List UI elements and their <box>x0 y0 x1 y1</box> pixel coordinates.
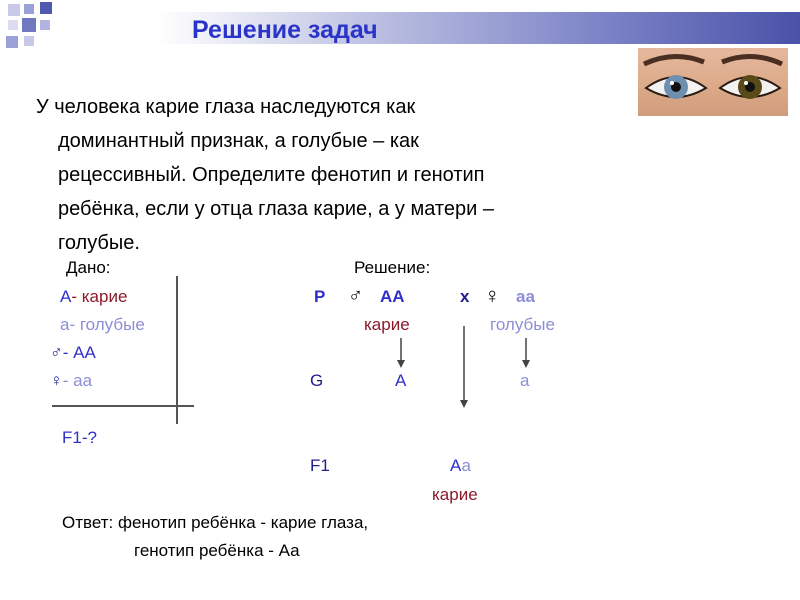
recessive-trait: - голубые <box>69 315 145 334</box>
arrow-down-icon <box>397 338 405 368</box>
father-genotype: АА <box>380 287 405 306</box>
problem-line: голубые. <box>58 232 140 254</box>
f1-dominant-allele: А <box>450 456 462 475</box>
f1-question-text: F1-? <box>62 428 97 447</box>
problem-line: У человека карие глаза наследуются как <box>36 96 416 118</box>
f1-recessive-allele: а <box>461 456 471 475</box>
cross-sign: х <box>460 287 470 306</box>
gamete-father: А <box>395 371 407 390</box>
male-symbol-icon: ♂ <box>348 285 363 307</box>
mother-genotype: аа <box>516 287 535 306</box>
dominant-allele: А <box>60 287 72 306</box>
mother-phenotype: голубые <box>490 315 555 334</box>
recessive-allele: а <box>60 315 70 334</box>
g-label: G <box>310 371 324 390</box>
problem-line: рецессивный. Определите фенотип и генотип <box>58 164 485 186</box>
arrow-down-icon <box>460 326 468 408</box>
arrow-down-icon <box>522 338 530 368</box>
p-label-text: Р <box>314 287 326 306</box>
slide-title: Решение задач <box>192 16 378 44</box>
f1-label: F1 <box>310 456 330 475</box>
problem-line: ребёнка, если у отца глаза карие, а у матери – <box>58 198 494 220</box>
father-phenotype: карие <box>364 315 410 334</box>
male-symbol-icon: ♂ <box>50 343 63 362</box>
gamete-mother: а <box>520 371 530 390</box>
f1-genotype <box>450 456 471 476</box>
mother-genotype: - аа <box>62 371 93 390</box>
f1-phenotype: карие <box>432 485 478 504</box>
answer-line-1: Ответ: фенотип ребёнка - карие глаза, <box>62 513 369 532</box>
female-symbol-icon: ♀ <box>484 283 501 308</box>
answer-line-2: генотип ребёнка - Аа <box>134 541 300 560</box>
female-symbol-icon: ♀ <box>50 371 63 390</box>
solution-heading: Решение: <box>354 258 431 277</box>
given-heading: Дано: <box>66 258 111 277</box>
problem-line: доминантный признак, а голубые – как <box>58 130 419 152</box>
father-genotype: - АА <box>62 343 96 362</box>
dominant-trait: - карие <box>71 287 128 306</box>
